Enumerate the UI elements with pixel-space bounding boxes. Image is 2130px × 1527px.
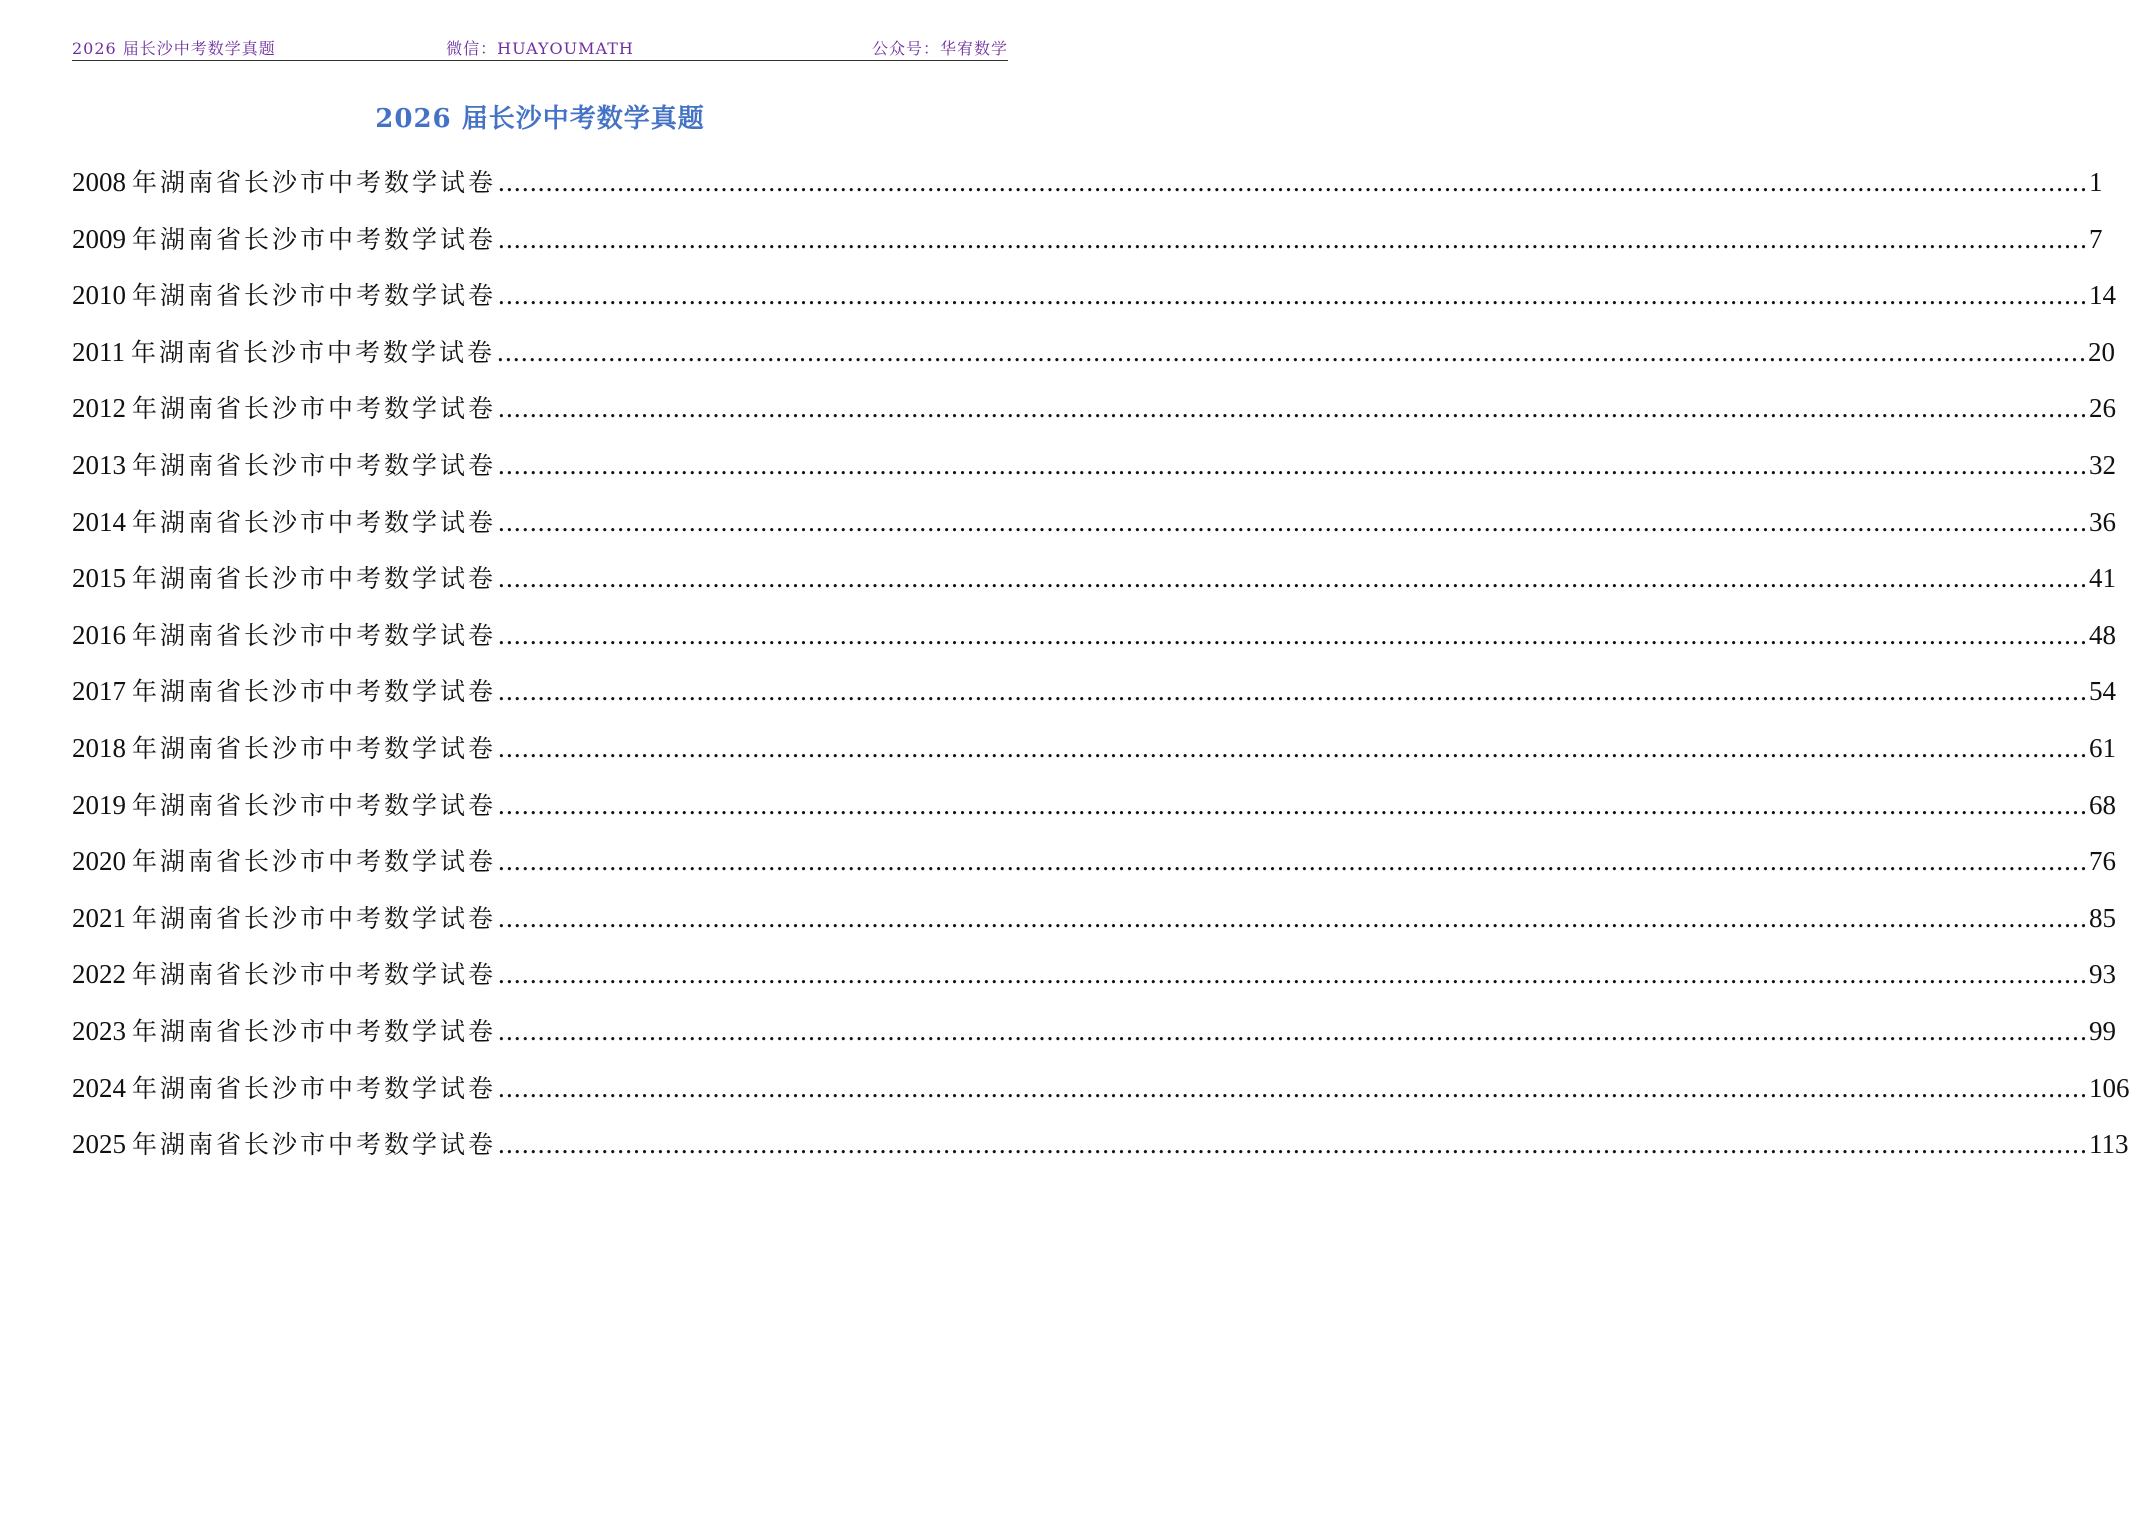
toc-entry-title: 年湖南省长沙市中考数学试卷 [132,564,497,594]
toc-entry-title: 年湖南省长沙市中考数学试卷 [132,281,497,311]
toc-entry-year: 2025 [72,1129,126,1160]
toc-entry-year: 2012 [72,393,126,424]
toc-entry-title: 年湖南省长沙市中考数学试卷 [132,960,497,990]
toc-entry[interactable] [72,163,2103,220]
toc-entry-page-number: 7 [2089,223,2103,254]
toc-dot-leader: ........................................................................................................................................................................................................ [498,280,2089,311]
toc-entry-title: 年湖南省长沙市中考数学试卷 [132,847,497,877]
toc-dot-leader: ........................................................................................................................................................................................................ [498,732,2089,763]
table-of-contents [72,163,2130,1182]
toc-entry-page-number: 36 [2089,506,2117,537]
toc-entry-year: 2013 [72,449,126,480]
toc-dot-leader: ........................................................................................................................................................................................................ [498,619,2089,650]
toc-entry-title: 年湖南省长沙市中考数学试卷 [132,1016,497,1046]
toc-entry[interactable] [72,446,2117,503]
toc-entry-page-number: 54 [2089,676,2117,707]
toc-dot-leader: ........................................................................................................................................................................................................ [498,676,2089,707]
toc-entry-title: 年湖南省长沙市中考数学试卷 [132,733,497,763]
toc-entry-year: 2023 [72,1015,126,1046]
toc-entry[interactable] [72,786,2117,843]
toc-dot-leader: ........................................................................................................................................................................................................ [498,846,2089,877]
toc-entry-year: 2017 [72,676,126,707]
toc-entry[interactable] [72,1125,2129,1182]
toc-entry[interactable] [72,389,2117,446]
toc-entry-title: 年湖南省长沙市中考数学试卷 [132,394,497,424]
toc-entry-page-number: 26 [2089,393,2117,424]
toc-entry-title: 年湖南省长沙市中考数学试卷 [132,903,497,933]
toc-entry[interactable] [72,333,2116,390]
toc-entry[interactable] [72,842,2117,899]
header-account-text: 公众号：华宥数学 [871,39,1008,58]
toc-entry-title: 年湖南省长沙市中考数学试卷 [132,677,497,707]
toc-entry-year: 2008 [72,167,126,197]
toc-entry-page-number: 14 [2089,280,2117,311]
toc-entry-year: 2022 [72,959,126,990]
toc-entry-page-number: 93 [2089,959,2117,990]
toc-entry-year: 2021 [72,902,126,933]
toc-entry-page-number: 85 [2089,902,2117,933]
toc-entry[interactable] [72,955,2117,1012]
toc-entry-page-number: 68 [2089,789,2117,820]
header-wechat-text: 微信：HUAYOUMATH [446,39,634,58]
toc-entry[interactable] [72,616,2117,673]
toc-entry-page-number: 106 [2089,1072,2130,1103]
toc-dot-leader: ........................................................................................................................................................................................................ [498,1129,2089,1160]
toc-dot-leader: ........................................................................................................................................................................................................ [498,449,2089,480]
toc-dot-leader: ........................................................................................................................................................................................................ [498,902,2089,933]
toc-entry-title: 年湖南省长沙市中考数学试卷 [132,1073,497,1103]
toc-entry-year: 2016 [72,619,126,650]
toc-entry-title: 年湖南省长沙市中考数学试卷 [131,337,496,367]
toc-dot-leader: ........................................................................................................................................................................................................ [498,563,2089,594]
toc-entry-title: 年湖南省长沙市中考数学试卷 [132,168,497,197]
toc-entry[interactable] [72,729,2117,786]
toc-entry-title: 年湖南省长沙市中考数学试卷 [132,620,497,650]
toc-dot-leader: ........................................................................................................................................................................................................ [498,223,2089,254]
toc-entry[interactable] [72,220,2103,277]
toc-entry[interactable] [72,1069,2130,1126]
toc-entry-year: 2010 [72,280,126,311]
toc-entry[interactable] [72,503,2117,560]
toc-entry-year: 2024 [72,1072,126,1103]
toc-dot-leader: ........................................................................................................................................................................................................ [498,789,2089,820]
page-header [72,30,1008,61]
toc-dot-leader: ........................................................................................................................................................................................................ [498,167,2089,197]
toc-dot-leader: ........................................................................................................................................................................................................ [498,1015,2089,1046]
toc-entry[interactable] [72,1012,2117,1069]
toc-entry-title: 年湖南省长沙市中考数学试卷 [132,1130,497,1160]
toc-entry-year: 2015 [72,563,126,594]
toc-entry-title: 年湖南省长沙市中考数学试卷 [132,450,497,480]
toc-entry[interactable] [72,899,2117,956]
toc-entry-year: 2009 [72,223,126,254]
toc-dot-leader: ........................................................................................................................................................................................................ [498,506,2089,537]
toc-entry[interactable] [72,276,2117,333]
header-left-text: 2026 届长沙中考数学真题 [72,39,276,58]
toc-entry-page-number: 32 [2089,449,2117,480]
toc-entry-page-number: 41 [2089,563,2117,594]
toc-dot-leader: ........................................................................................................................................................................................................ [497,336,2088,367]
toc-entry[interactable] [72,672,2117,729]
toc-entry-page-number: 113 [2089,1129,2129,1160]
toc-entry-year: 2018 [72,732,126,763]
toc-entry-page-number: 76 [2089,846,2117,877]
toc-dot-leader: ........................................................................................................................................................................................................ [498,1072,2089,1103]
toc-entry-title: 年湖南省长沙市中考数学试卷 [132,507,497,537]
toc-entry-year: 2011 [72,336,125,367]
toc-dot-leader: ........................................................................................................................................................................................................ [498,393,2089,424]
toc-entry-page-number: 61 [2089,732,2117,763]
toc-entry-year: 2014 [72,506,126,537]
document-title: 2026 届长沙中考数学真题 [375,104,705,134]
toc-entry-page-number: 20 [2088,336,2116,367]
toc-dot-leader: ........................................................................................................................................................................................................ [498,959,2089,990]
toc-entry-year: 2019 [72,789,126,820]
toc-entry-year: 2020 [72,846,126,877]
toc-entry-title: 年湖南省长沙市中考数学试卷 [132,224,497,254]
toc-entry-page-number: 99 [2089,1015,2117,1046]
toc-entry-page-number: 1 [2089,167,2103,197]
toc-entry-title: 年湖南省长沙市中考数学试卷 [132,790,497,820]
toc-entry[interactable] [72,559,2117,616]
toc-entry-page-number: 48 [2089,619,2117,650]
